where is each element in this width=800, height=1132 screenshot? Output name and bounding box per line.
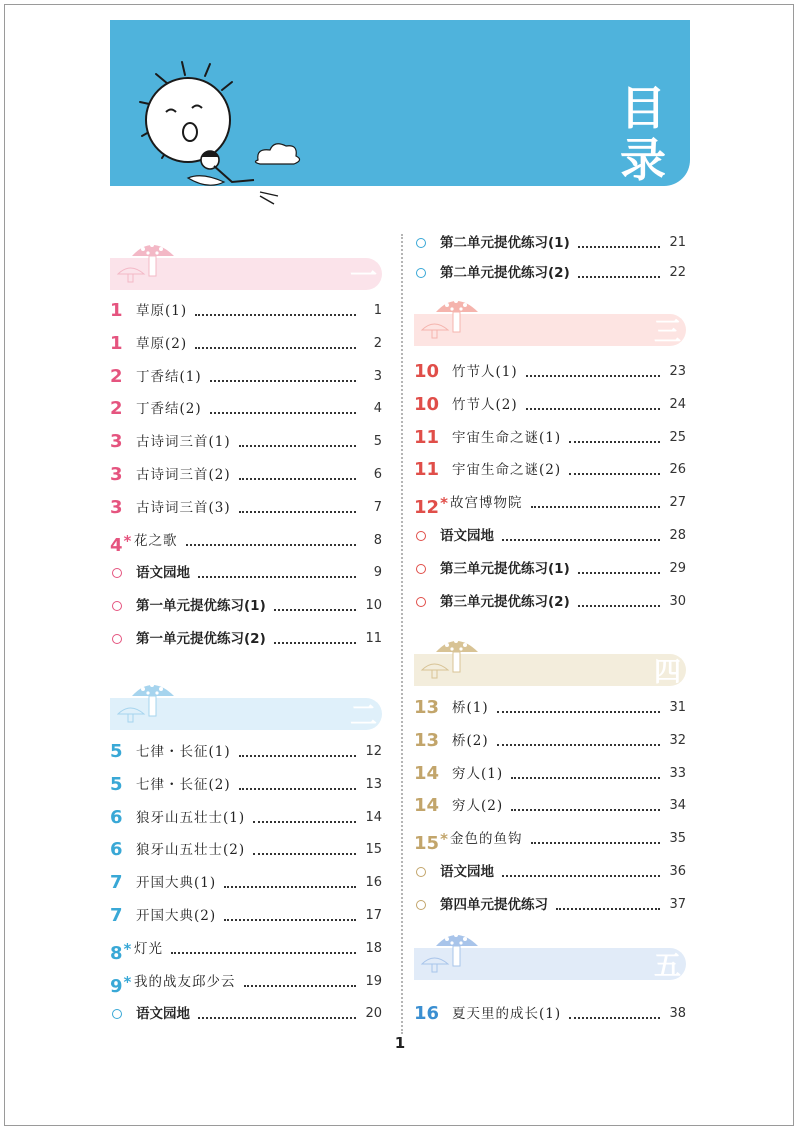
lesson-number-value: 5 <box>110 774 123 795</box>
entry-title: 夏天里的成长(1) <box>452 1002 567 1026</box>
toc-entry[interactable] <box>414 393 686 417</box>
toc-entry[interactable] <box>110 299 382 323</box>
page-ref: 15 <box>365 842 382 857</box>
optional-star: * <box>440 494 448 512</box>
dot-leader <box>239 788 356 790</box>
entry-title: 七律・长征(2) <box>136 773 237 797</box>
page-ref: 37 <box>669 897 686 912</box>
lesson-number <box>110 773 123 797</box>
page-ref: 21 <box>669 235 686 250</box>
toc-entry[interactable] <box>414 524 686 548</box>
lesson-number <box>110 365 123 389</box>
unit-numeral: 二 <box>350 701 377 732</box>
toc-entry[interactable] <box>414 491 686 518</box>
entry-title: 狼牙山五壮士(2) <box>136 838 251 862</box>
entry-title: 语文园地 <box>136 1002 196 1026</box>
lesson-number-value: 11 <box>414 459 440 480</box>
dot-leader <box>239 755 356 757</box>
dot-leader <box>195 314 356 316</box>
lesson-number-value: 12 <box>414 497 440 518</box>
entry-title: 第四单元提优练习 <box>440 893 554 917</box>
lesson-number-value: 10 <box>414 361 440 382</box>
page-ref: 7 <box>373 500 382 515</box>
lesson-number <box>414 762 439 786</box>
entry-title: 开国大典(1) <box>136 871 222 895</box>
entry-title: 竹节人(1) <box>452 360 524 384</box>
lesson-number-value: 4 <box>110 535 123 556</box>
entry-title: 花之歌 <box>134 529 184 553</box>
page-ref: 27 <box>669 495 686 510</box>
page-ref: 30 <box>669 594 686 609</box>
lesson-number <box>110 970 131 999</box>
optional-star: * <box>440 830 448 848</box>
toc-entry[interactable] <box>414 794 686 818</box>
lesson-number-value: 14 <box>414 763 440 784</box>
dot-leader <box>274 609 356 611</box>
toc-entry[interactable] <box>110 904 382 928</box>
lesson-number <box>110 397 123 421</box>
lesson-number <box>110 740 123 764</box>
lesson-number <box>414 696 439 720</box>
circle-bullet-icon <box>416 531 426 541</box>
toc-entry[interactable] <box>110 430 382 454</box>
lesson-number-value: 3 <box>110 431 123 452</box>
entry-title: 第一单元提优练习(2) <box>136 627 272 651</box>
dot-leader <box>511 777 660 779</box>
page-ref: 5 <box>373 434 382 449</box>
page-ref: 31 <box>669 700 686 715</box>
circle-bullet-icon <box>112 634 122 644</box>
entry-title: 第二单元提优练习(2) <box>440 261 576 285</box>
toc-entry[interactable] <box>110 740 382 764</box>
entry-title: 丁香结(1) <box>136 365 208 389</box>
toc-entry[interactable] <box>414 426 686 450</box>
circle-bullet-icon <box>416 867 426 877</box>
dot-leader <box>556 908 660 910</box>
toc-entry[interactable] <box>110 463 382 487</box>
dot-leader <box>171 952 356 954</box>
circle-bullet-icon <box>416 268 426 278</box>
page-ref: 36 <box>669 864 686 879</box>
toc-entry[interactable] <box>414 827 686 854</box>
lesson-number <box>110 937 131 966</box>
page-ref: 17 <box>365 908 382 923</box>
lesson-number <box>110 332 123 356</box>
lesson-number-value: 7 <box>110 905 123 926</box>
lesson-number-value: 6 <box>110 839 123 860</box>
toc-entry[interactable] <box>414 1002 686 1026</box>
toc-entry[interactable] <box>414 860 686 884</box>
page-ref: 24 <box>669 397 686 412</box>
dot-leader <box>578 276 660 278</box>
lesson-number <box>414 426 439 450</box>
page-ref: 4 <box>373 401 382 416</box>
toc-entry[interactable] <box>414 458 686 482</box>
mushroom-icon <box>414 632 494 692</box>
page-ref: 10 <box>365 598 382 613</box>
dot-leader <box>210 412 356 414</box>
toc-entry[interactable] <box>110 496 382 520</box>
page-ref: 9 <box>373 565 382 580</box>
entry-title: 语文园地 <box>440 860 500 884</box>
unit-numeral: 一 <box>350 261 377 292</box>
dot-leader <box>224 886 356 888</box>
page-ref: 8 <box>373 533 382 548</box>
circle-bullet-icon <box>416 238 426 248</box>
dot-leader <box>578 246 660 248</box>
page-ref: 33 <box>669 766 686 781</box>
entry-title: 灯光 <box>134 937 169 961</box>
lesson-number-value: 1 <box>110 300 123 321</box>
dot-leader <box>497 744 660 746</box>
dot-leader <box>497 711 660 713</box>
entry-title: 语文园地 <box>136 561 196 585</box>
entry-title: 丁香结(2) <box>136 397 208 421</box>
lesson-number <box>110 806 123 830</box>
dot-leader <box>569 473 660 475</box>
lesson-number <box>414 729 439 753</box>
lesson-number-value: 3 <box>110 464 123 485</box>
dot-leader <box>578 605 660 607</box>
lesson-number <box>110 463 123 487</box>
entry-title: 我的战友邱少云 <box>134 970 242 994</box>
entry-title: 穷人(2) <box>452 794 509 818</box>
entry-title: 故宫博物院 <box>450 491 529 515</box>
entry-title: 金色的鱼钩 <box>450 827 529 851</box>
dot-leader <box>253 853 356 855</box>
toc-entry[interactable] <box>414 231 686 255</box>
dot-leader <box>244 985 357 987</box>
dot-leader <box>239 445 356 447</box>
dot-leader <box>195 347 356 349</box>
toc-entry[interactable] <box>414 696 686 720</box>
dot-leader <box>198 576 356 578</box>
lesson-number <box>110 529 131 558</box>
unit-numeral: 四 <box>654 657 681 688</box>
lesson-number-value: 14 <box>414 795 440 816</box>
toc-entry[interactable] <box>110 529 382 556</box>
entry-title: 古诗词三首(1) <box>136 430 237 454</box>
dot-leader <box>502 539 660 541</box>
lesson-number-value: 2 <box>110 366 123 387</box>
entry-title: 宇宙生命之谜(2) <box>452 458 567 482</box>
lesson-number-value: 1 <box>110 333 123 354</box>
lesson-number-value: 3 <box>110 497 123 518</box>
entry-title: 七律・长征(1) <box>136 740 237 764</box>
entry-title: 语文园地 <box>440 524 500 548</box>
toc-entry[interactable] <box>110 970 382 997</box>
unit-numeral: 三 <box>654 317 681 348</box>
optional-star: * <box>123 940 132 958</box>
entry-title: 竹节人(2) <box>452 393 524 417</box>
page-ref: 19 <box>365 974 382 989</box>
toc-entry[interactable] <box>110 365 382 389</box>
page-ref: 14 <box>365 810 382 825</box>
lesson-number-value: 13 <box>414 697 440 718</box>
lesson-number <box>414 1002 439 1026</box>
lesson-number-value: 16 <box>414 1003 440 1024</box>
page-ref: 26 <box>669 462 686 477</box>
lesson-number-value: 9 <box>110 976 123 997</box>
circle-bullet-icon <box>416 597 426 607</box>
lesson-number-value: 5 <box>110 741 123 762</box>
sun-and-child-illustration <box>110 20 310 210</box>
lesson-number-value: 13 <box>414 730 440 751</box>
toc-entry[interactable] <box>110 1002 382 1026</box>
toc-entry[interactable] <box>414 261 686 285</box>
circle-bullet-icon <box>112 568 122 578</box>
toc-entry[interactable] <box>414 729 686 753</box>
circle-bullet-icon <box>112 601 122 611</box>
entry-title: 宇宙生命之谜(1) <box>452 426 567 450</box>
lesson-number <box>414 393 439 417</box>
entry-title: 草原(2) <box>136 332 193 356</box>
dot-leader <box>569 441 660 443</box>
toc-entry[interactable] <box>110 773 382 797</box>
page-ref: 35 <box>669 831 686 846</box>
page-ref: 3 <box>373 369 382 384</box>
dot-leader <box>253 821 356 823</box>
entry-title: 桥(1) <box>452 696 495 720</box>
circle-bullet-icon <box>112 1009 122 1019</box>
entry-title: 开国大典(2) <box>136 904 222 928</box>
toc-entry[interactable] <box>110 871 382 895</box>
lesson-number <box>110 430 123 454</box>
page-ref: 25 <box>669 430 686 445</box>
lesson-number <box>414 360 439 384</box>
lesson-number <box>110 496 123 520</box>
page-ref: 13 <box>365 777 382 792</box>
lesson-number <box>414 794 439 818</box>
dot-leader <box>224 919 356 921</box>
lesson-number <box>110 904 123 928</box>
dot-leader <box>578 572 660 574</box>
dot-leader <box>198 1017 356 1019</box>
mushroom-icon <box>110 236 190 296</box>
lesson-number <box>414 827 448 856</box>
unit-header <box>414 926 689 1010</box>
entry-title: 第一单元提优练习(1) <box>136 594 272 618</box>
page-ref: 11 <box>365 631 382 646</box>
lesson-number <box>110 871 123 895</box>
dot-leader <box>239 511 356 513</box>
dot-leader <box>186 544 357 546</box>
toc-entry[interactable] <box>414 590 686 614</box>
toc-entry[interactable] <box>110 627 382 651</box>
toc-entry[interactable] <box>414 893 686 917</box>
page-ref: 23 <box>669 364 686 379</box>
page-title <box>618 82 668 186</box>
lesson-number <box>414 458 439 482</box>
lesson-number-value: 7 <box>110 872 123 893</box>
mushroom-icon <box>414 926 494 986</box>
lesson-number-value: 8 <box>110 943 123 964</box>
page-ref: 34 <box>669 798 686 813</box>
dot-leader <box>526 408 660 410</box>
dot-leader <box>210 380 356 382</box>
page-ref: 20 <box>365 1006 382 1021</box>
toc-entry[interactable] <box>110 397 382 421</box>
optional-star: * <box>123 973 132 991</box>
lesson-number <box>110 838 123 862</box>
page-number: 1 <box>394 1034 406 1052</box>
column-divider <box>401 234 403 1034</box>
toc-entry[interactable] <box>110 937 382 964</box>
lesson-number-value: 2 <box>110 398 123 419</box>
dot-leader <box>531 842 661 844</box>
page-ref: 16 <box>365 875 382 890</box>
lesson-number-value: 10 <box>414 394 440 415</box>
page-ref: 28 <box>669 528 686 543</box>
dot-leader <box>239 478 356 480</box>
page-ref: 32 <box>669 733 686 748</box>
page-ref: 6 <box>373 467 382 482</box>
lesson-number-value: 15 <box>414 833 440 854</box>
circle-bullet-icon <box>416 564 426 574</box>
title-char-1: 目 <box>620 81 666 135</box>
mushroom-icon <box>110 676 190 736</box>
entry-title: 古诗词三首(2) <box>136 463 237 487</box>
page-ref: 29 <box>669 561 686 576</box>
entry-title: 桥(2) <box>452 729 495 753</box>
dot-leader <box>531 506 661 508</box>
unit-numeral: 五 <box>654 951 681 982</box>
optional-star: * <box>123 532 132 550</box>
entry-title: 第三单元提优练习(2) <box>440 590 576 614</box>
mushroom-icon <box>414 292 494 352</box>
entry-title: 草原(1) <box>136 299 193 323</box>
page-ref: 1 <box>373 303 382 318</box>
page-ref: 2 <box>373 336 382 351</box>
entry-title: 古诗词三首(3) <box>136 496 237 520</box>
lesson-number <box>414 491 448 520</box>
lesson-number-value: 11 <box>414 427 440 448</box>
toc-entry[interactable] <box>110 838 382 862</box>
lesson-number <box>110 299 123 323</box>
title-char-2: 录 <box>620 133 666 187</box>
toc-entry[interactable] <box>110 806 382 830</box>
toc-entry[interactable] <box>414 360 686 384</box>
lesson-number-value: 6 <box>110 807 123 828</box>
page-ref: 22 <box>669 265 686 280</box>
toc-entry[interactable] <box>414 557 686 581</box>
page-ref: 18 <box>365 941 382 956</box>
entry-title: 穷人(1) <box>452 762 509 786</box>
entry-title: 第二单元提优练习(1) <box>440 231 576 255</box>
dot-leader <box>511 809 660 811</box>
dot-leader <box>274 642 356 644</box>
toc-entry[interactable] <box>110 332 382 356</box>
header-banner <box>110 20 690 186</box>
page-ref: 38 <box>669 1006 686 1021</box>
circle-bullet-icon <box>416 900 426 910</box>
entry-title: 第三单元提优练习(1) <box>440 557 576 581</box>
page-ref: 12 <box>365 744 382 759</box>
toc-entry[interactable] <box>110 561 382 585</box>
dot-leader <box>502 875 660 877</box>
entry-title: 狼牙山五壮士(1) <box>136 806 251 830</box>
toc-entry[interactable] <box>414 762 686 786</box>
toc-entry[interactable] <box>110 594 382 618</box>
dot-leader <box>569 1017 660 1019</box>
dot-leader <box>526 375 660 377</box>
